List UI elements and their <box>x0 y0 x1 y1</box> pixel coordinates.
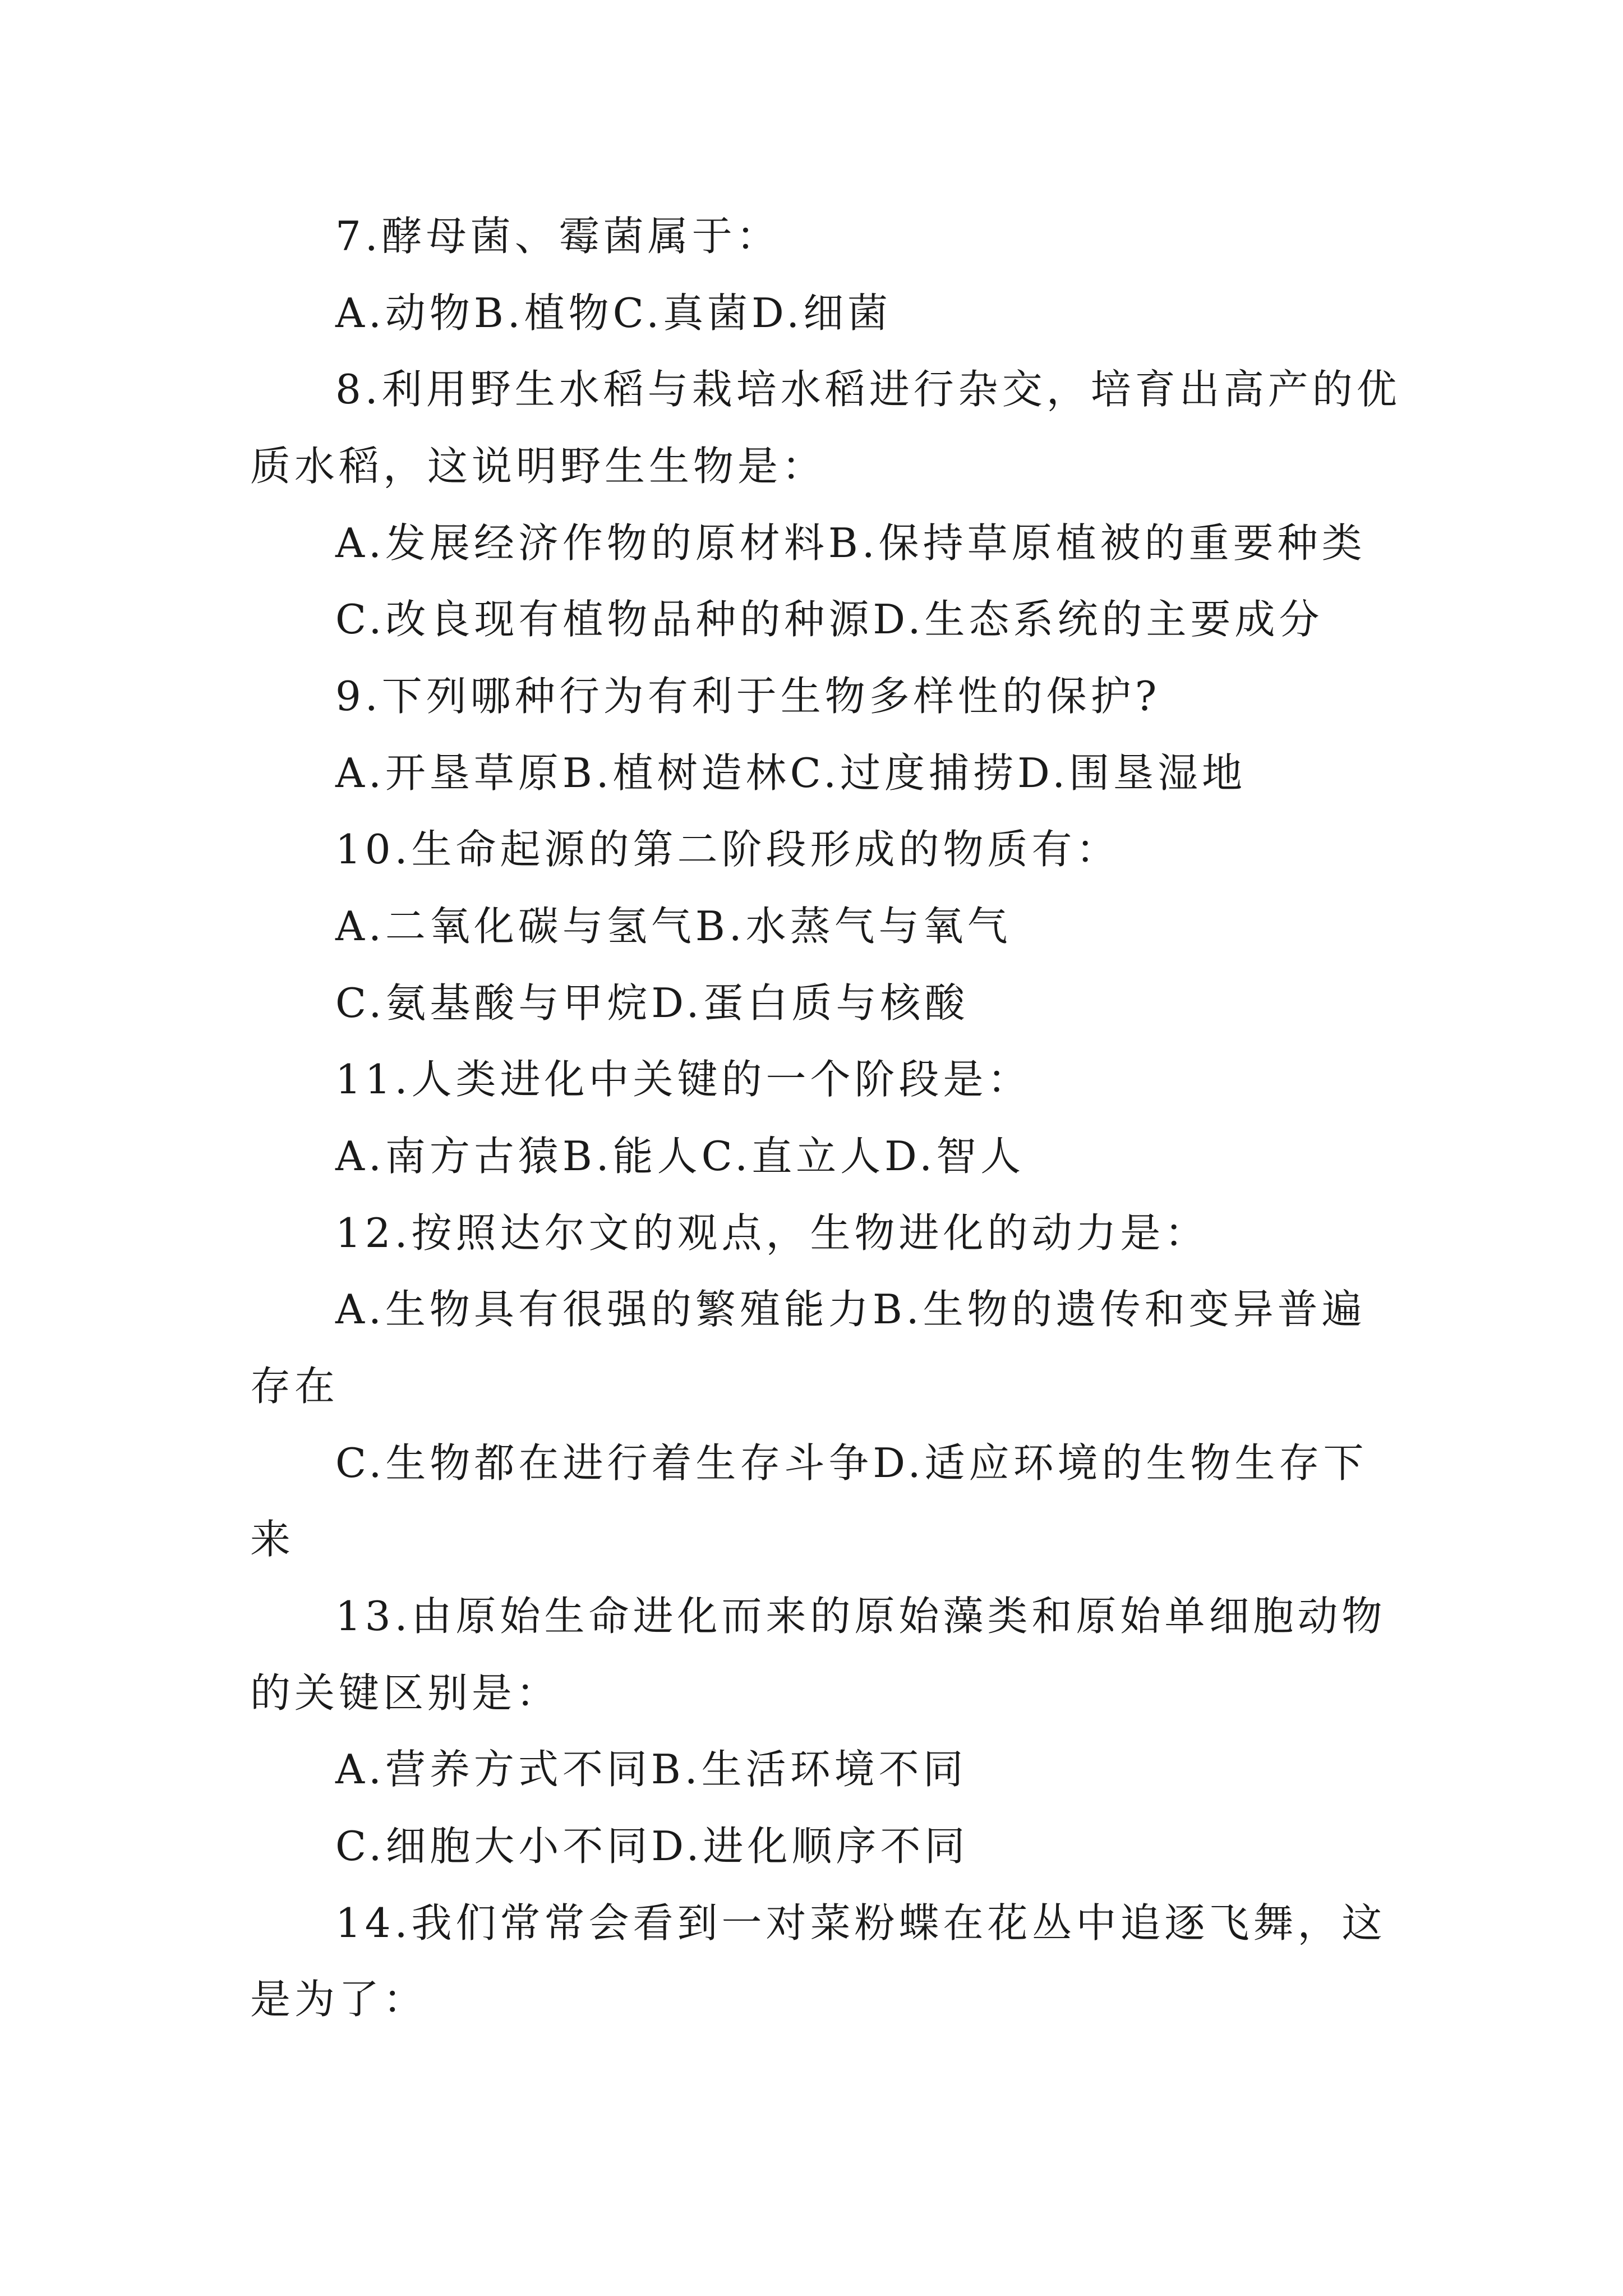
question-11: 11.人类进化中关键的一个阶段是： <box>335 1056 1032 1103</box>
question-12-options-cd: C.生物都在进行着生存斗争D.适应环境的生物生存下 <box>335 1439 1368 1487</box>
question-12: 12.按照达尔文的观点，生物进化的动力是： <box>335 1209 1209 1257</box>
question-14: 14.我们常常会看到一对菜粉蝶在花丛中追逐飞舞，这 <box>335 1899 1386 1947</box>
question-8-options-cd: C.改良现有植物品种的种源D.生态系统的主要成分 <box>335 596 1324 643</box>
question-8-continued: 质水稻，这说明野生生物是： <box>250 443 827 490</box>
question-8-options-ab: A.发展经济作物的原材料B.保持草原植被的重要种类 <box>335 519 1366 567</box>
question-10-options-cd: C.氨基酸与甲烷D.蛋白质与核酸 <box>335 979 969 1027</box>
question-10: 10.生命起源的第二阶段形成的物质有： <box>335 826 1121 873</box>
question-12-options-cd-continued: 来 <box>250 1516 295 1563</box>
question-9: 9.下列哪种行为有利于生物多样性的保护? <box>335 673 1161 720</box>
question-11-options: A.南方古猿B.能人C.直立人D.智人 <box>335 1133 1025 1180</box>
question-7: 7.酵母菌、霉菌属于： <box>335 213 781 260</box>
question-13-options-cd: C.细胞大小不同D.进化顺序不同 <box>335 1823 969 1870</box>
question-9-options: A.开垦草原B.植树造林C.过度捕捞D.围垦湿地 <box>335 749 1247 797</box>
question-13: 13.由原始生命进化而来的原始藻类和原始单细胞动物 <box>335 1593 1386 1640</box>
question-10-options-ab: A.二氧化碳与氢气B.水蒸气与氧气 <box>335 903 1012 950</box>
question-7-options: A.动物B.植物C.真菌D.细菌 <box>335 289 892 337</box>
question-12-options-ab-continued: 存在 <box>250 1363 339 1410</box>
question-13-continued: 的关键区别是： <box>250 1669 561 1717</box>
question-12-options-ab: A.生物具有很强的繁殖能力B.生物的遗传和变异普遍 <box>335 1286 1366 1333</box>
question-14-continued: 是为了： <box>250 1976 428 2023</box>
question-8: 8.利用野生水稻与栽培水稻进行杂交，培育出高产的优 <box>335 366 1401 413</box>
question-13-options-ab: A.营养方式不同B.生活环境不同 <box>335 1746 967 1793</box>
